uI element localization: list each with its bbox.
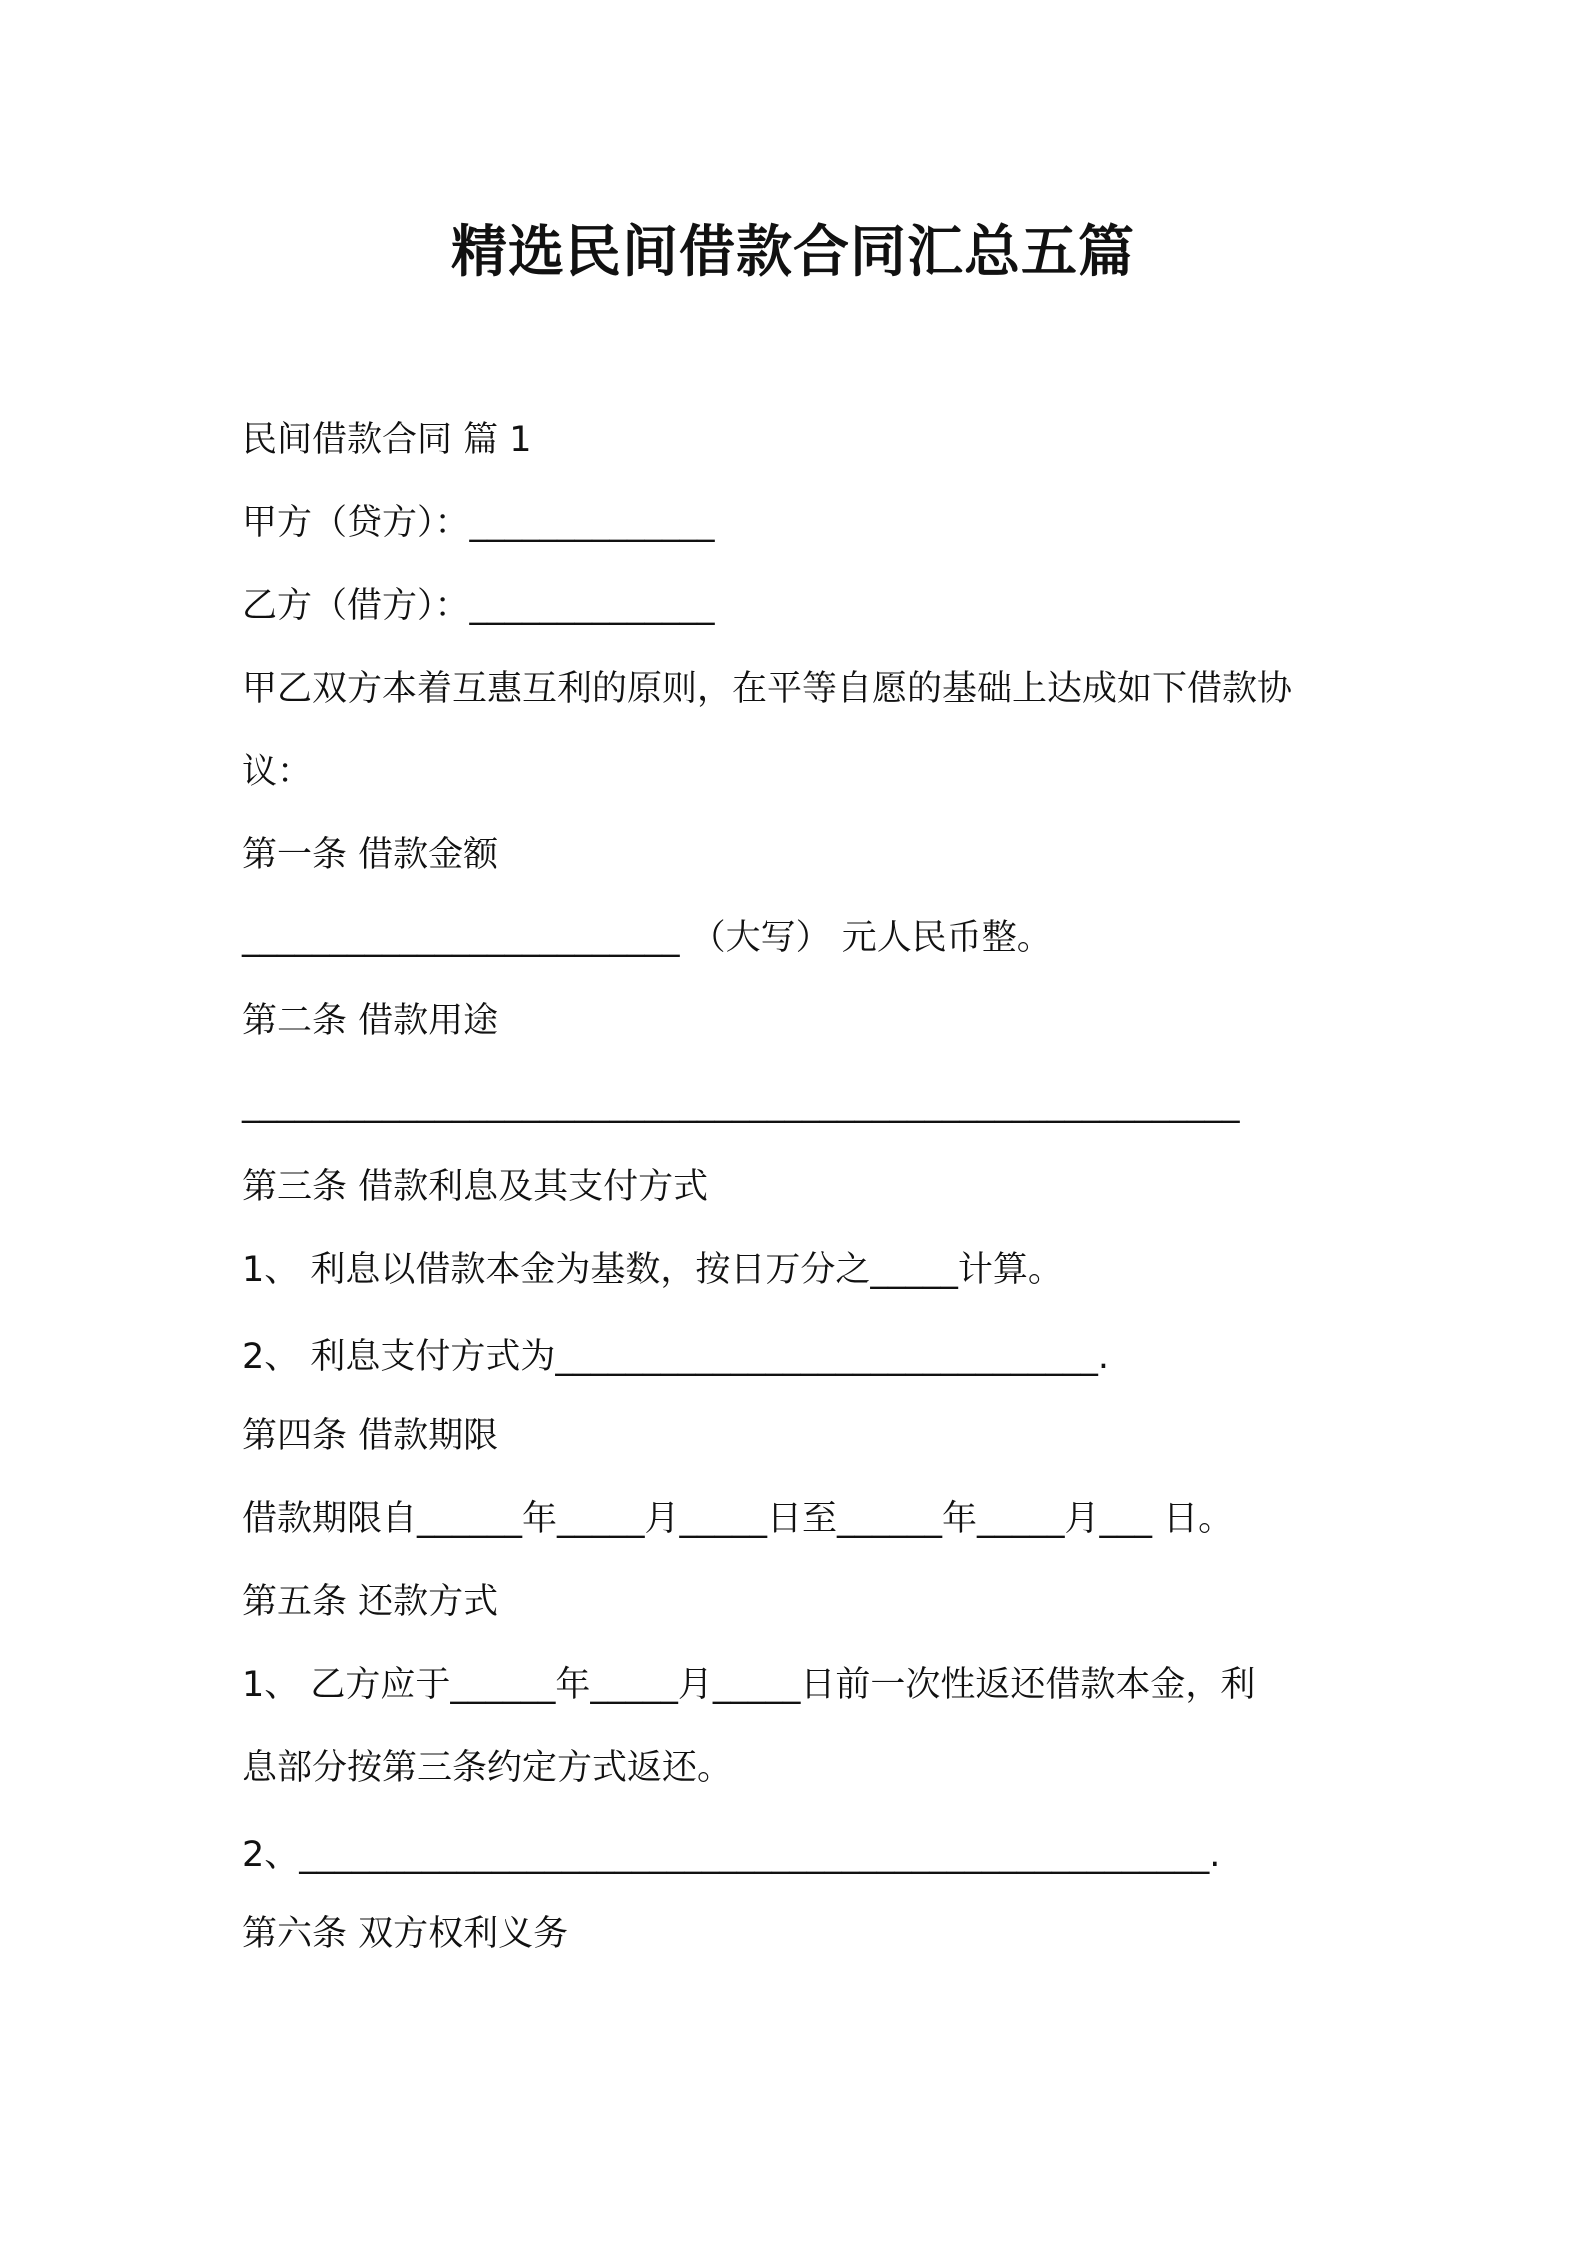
- contract-heading: 民间借款合同 篇 1: [242, 420, 532, 460]
- preamble-line-2: 议：: [242, 752, 313, 792]
- article-2-heading: 第二条 借款用途: [242, 1001, 499, 1041]
- article-5-heading: 第五条 还款方式: [242, 1582, 499, 1622]
- repayment-item-2: 2、____________________________________________________.: [242, 1835, 1221, 1875]
- interest-item-2: 2、 利息支付方式为_______________________________.: [242, 1337, 1110, 1377]
- loan-term-line: 借款期限自______年_____月_____日至______年_____月___ 日。: [242, 1499, 1234, 1539]
- article-1-heading: 第一条 借款金额: [242, 835, 499, 875]
- article-6-heading: 第六条 双方权利义务: [242, 1914, 569, 1954]
- interest-item-1: 1、 利息以借款本金为基数，按日万分之_____计算。: [242, 1250, 1063, 1290]
- loan-purpose-line: _________________________________________________________: [242, 1084, 1240, 1124]
- party-b-line: 乙方（借方）：______________: [242, 586, 715, 626]
- article-4-heading: 第四条 借款期限: [242, 1416, 499, 1456]
- document-title: 精选民间借款合同汇总五篇: [451, 220, 1135, 285]
- loan-amount-line: _________________________ （大写） 元人民币整。: [242, 918, 1052, 958]
- repayment-item-1-cont: 息部分按第三条约定方式返还。: [242, 1748, 733, 1788]
- party-a-line: 甲方（贷方）：______________: [242, 503, 715, 543]
- article-3-heading: 第三条 借款利息及其支付方式: [242, 1167, 709, 1207]
- repayment-item-1: 1、 乙方应于______年_____月_____日前一次性返还借款本金，利: [242, 1665, 1256, 1705]
- preamble-line-1: 甲乙双方本着互惠互利的原则，在平等自愿的基础上达成如下借款协: [242, 669, 1293, 709]
